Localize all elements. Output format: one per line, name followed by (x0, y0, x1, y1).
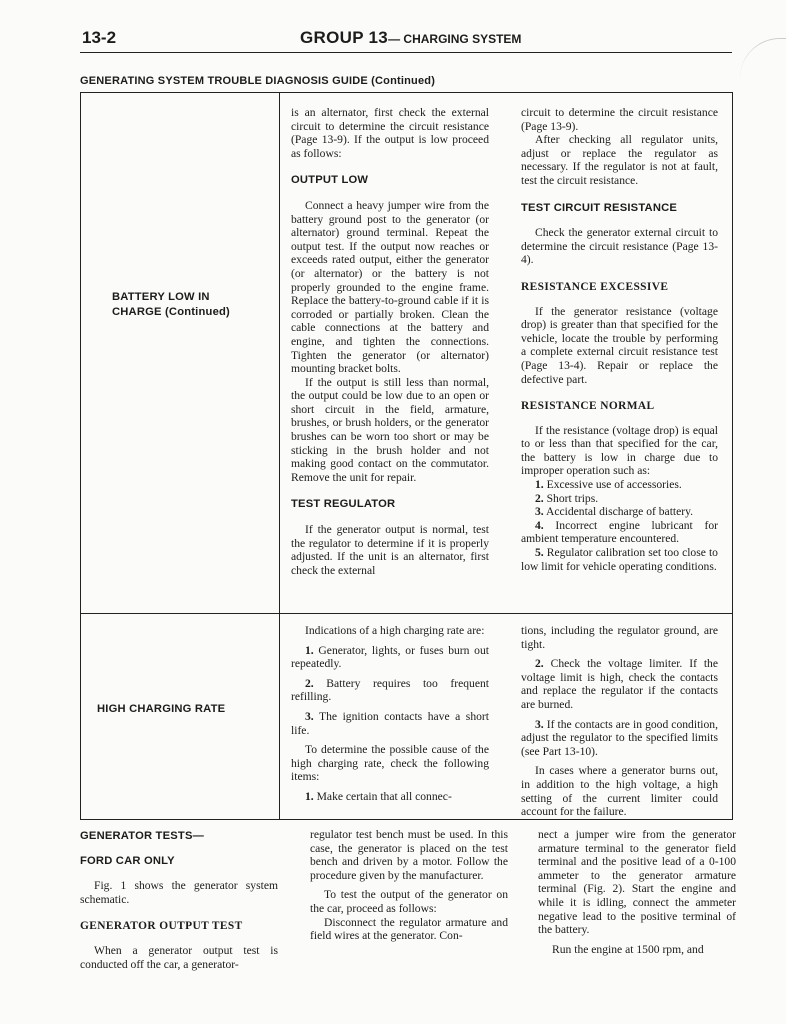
body-paragraph: Indications of a high charging rate are: (305, 624, 485, 637)
bottom-column-3 (538, 828, 736, 956)
item-text: Check the voltage limiter. If the voltage limit is high, check the contacts and replace the regulator if the contacts are burned. (521, 657, 718, 711)
section-heading: FORD CAR ONLY (80, 854, 175, 867)
numbered-item (291, 790, 489, 804)
body-paragraph: To test the output of the generator on the car, proceed as follows: (310, 888, 508, 915)
body-paragraph: After checking all regulator units, adjust or replace the regulator as necessary. If the regulator is not at fault, test the circuit resistance. (521, 133, 718, 187)
header-rule (80, 52, 732, 53)
body-paragraph: Fig. 1 shows the generator system schematic. (80, 879, 278, 906)
numbered-item (521, 718, 718, 759)
section-heading: TEST CIRCUIT RESISTANCE (521, 201, 678, 214)
subsection-heading: GENERATOR OUTPUT TEST (80, 920, 243, 933)
numbered-item (521, 519, 718, 546)
numbered-item (521, 505, 718, 519)
guide-title: GENERATING SYSTEM TROUBLE DIAGNOSIS GUIDE (Continued) (80, 75, 436, 87)
body-paragraph: If the resistance (voltage drop) is equal to or less than that specified for the car, the battery is low in charge due to improper operation such as: (521, 423, 718, 478)
numbered-item (521, 492, 718, 506)
item-number: 5. (535, 546, 544, 560)
item-number: 1. (305, 789, 314, 803)
condition-line: BATTERY LOW IN (112, 291, 210, 303)
body-paragraph: is an alternator, first check the external circuit to determine the circuit resistance (Page 13-9). If the output is low proceed as follows: (291, 106, 489, 160)
page-corner-mark (740, 38, 786, 79)
row2-column-2 (521, 624, 718, 819)
numbered-item (291, 677, 489, 704)
body-paragraph: circuit to determine the circuit resistance (Page 13-9). (521, 106, 718, 133)
body-paragraph: regulator test bench must be used. In this case, the generator is placed on the test bench and driven by a motor. Follow the procedure given by the manufacturer. (310, 828, 508, 882)
body-paragraph: If the output is still less than normal, the output could be low due to an open or short circuit in the field, armature, brushes, or brush holders, or the generator brushes can be worn too short or may be sticking in the brush holder and not making good contact on the commutator. Remove the unit for repair. (291, 375, 489, 484)
subsection-heading: RESISTANCE NORMAL (521, 400, 655, 413)
item-number: 3. (305, 709, 314, 723)
group-title (300, 28, 521, 48)
row1-column-1 (291, 106, 489, 577)
row2-column-1 (291, 624, 489, 804)
item-number: 2. (535, 657, 544, 671)
item-text: Incorrect engine lubricant for ambient temperature encountered. (521, 518, 718, 546)
item-text: Regulator calibration set too close to low limit for vehicle operating conditions. (521, 546, 718, 573)
body-paragraph: In cases where a generator burns out, in addition to the high voltage, a high setting of the current limiter could account for the failure. (521, 764, 718, 819)
item-number: 2. (305, 676, 314, 690)
bottom-column-1 (80, 828, 278, 971)
item-number: 1. (535, 478, 544, 492)
condition-line: CHARGE (Continued) (112, 306, 230, 318)
row1-column-2 (521, 106, 718, 573)
bottom-column-2 (310, 828, 508, 943)
group-subtitle: — CHARGING SYSTEM (388, 32, 522, 46)
item-text: Accidental discharge of battery. (545, 505, 694, 519)
condition-battery-low (112, 290, 272, 320)
item-text: The ignition contacts have a short life. (291, 709, 489, 737)
body-paragraph: nect a jumper wire from the generator armature terminal to the generator field terminal and the positive lead of a 0-100 ammeter to the generator armature terminal (Fig. 2). Start the engine and while it is idling, connect the ammeter negative lead to the positive terminal of the battery. (538, 828, 736, 937)
body-paragraph: When a generator output test is conducted off the car, a generator- (80, 943, 278, 971)
section-heading: OUTPUT LOW (291, 174, 369, 187)
numbered-item (291, 644, 489, 671)
body-paragraph: If the generator output is normal, test the regulator to determine if it is properly adjusted. If the unit is an alternator, first check the external (291, 523, 489, 577)
section-heading: GENERATOR TESTS— (80, 830, 204, 842)
numbered-item (521, 478, 718, 492)
item-number: 2. (535, 491, 544, 505)
item-text: Generator, lights, or fuses burn out repeatedly. (291, 643, 489, 671)
item-text: Short trips. (546, 491, 599, 505)
body-paragraph: If the generator resistance (voltage drop) is greater than that specified for the vehicle, locate the trouble by performing a complete external circuit resistance test (Page 13-4). Repair or replace the defective part. (521, 304, 718, 386)
item-text: If the contacts are in good condition, adjust the regulator to the specified limits (see Part 13-10). (521, 717, 719, 758)
subsection-heading: RESISTANCE EXCESSIVE (521, 280, 669, 293)
body-paragraph: To determine the possible cause of the high charging rate, check the following items: (291, 743, 489, 784)
item-number: 3. (535, 505, 544, 519)
item-number: 1. (305, 643, 314, 657)
body-paragraph: Check the generator external circuit to determine the circuit resistance (Page 13-4). (521, 226, 718, 267)
table-column-divider (279, 92, 280, 820)
page-number: 13-2 (82, 28, 117, 47)
item-text: Make certain that all connec- (316, 789, 452, 803)
numbered-item (291, 710, 489, 737)
condition-high-charging-rate (97, 702, 267, 717)
table-row-divider (80, 613, 733, 614)
body-paragraph: Connect a heavy jumper wire from the battery ground post to the generator (or alternator) ground terminal. Repeat the output test. If the output now reaches or exceeds rated output, either the generator (or alternator) or the battery is not properly grounded to the engine frame. Replace the battery-to-ground cable if it is corroded or partially broken. Clean the cable connections at the battery and engine, and tighten the connections. Tighten the generator (or alternator) mounting bracket bolts. (291, 198, 489, 376)
section-heading: TEST REGULATOR (291, 498, 396, 511)
group-label: GROUP 13 (300, 28, 389, 47)
item-number: 4. (535, 518, 544, 532)
item-text: Excessive use of accessories. (546, 478, 682, 492)
numbered-item (521, 657, 718, 711)
item-text: Battery requires too frequent refilling. (291, 676, 489, 704)
item-number: 3. (535, 717, 544, 731)
body-paragraph: Disconnect the regulator armature and field wires at the generator. Con- (310, 915, 508, 943)
condition-line: HIGH CHARGING RATE (97, 703, 226, 715)
body-paragraph: tions, including the regulator ground, are tight. (521, 624, 718, 651)
numbered-item (521, 546, 718, 573)
body-paragraph: Run the engine at 1500 rpm, and (552, 942, 704, 956)
